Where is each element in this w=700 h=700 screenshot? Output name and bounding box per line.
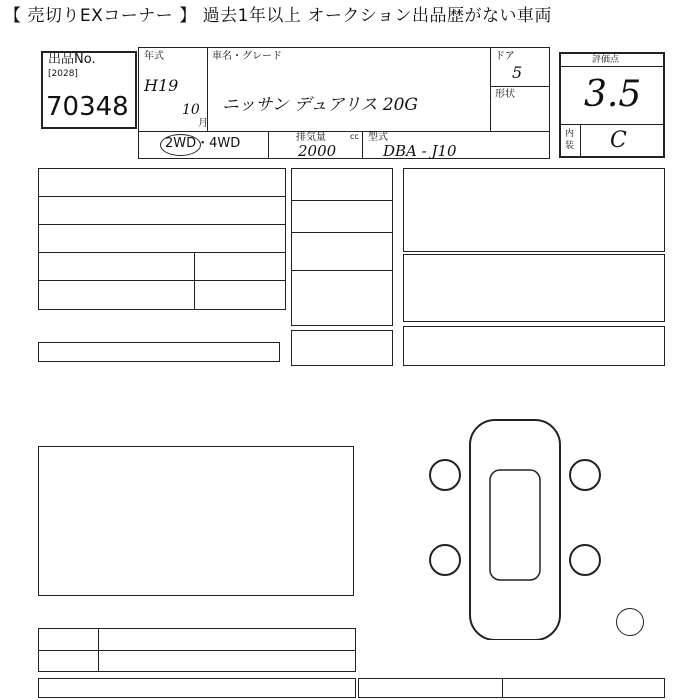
ownership-box <box>291 330 393 366</box>
grid-divider <box>502 678 503 698</box>
grid-divider <box>559 66 665 67</box>
score-label: 評価点 <box>592 55 620 65</box>
spec-grid <box>291 168 393 326</box>
car-label: 車名・グレード <box>212 51 282 62</box>
car-cabin-outline <box>490 470 540 580</box>
lot-number: 70348 <box>46 92 129 122</box>
grid-divider <box>268 131 269 159</box>
rear-left-wheel <box>430 545 460 575</box>
lot-small: [2028] <box>48 69 78 79</box>
displacement-unit: cc <box>350 132 359 141</box>
grid-divider <box>291 232 393 233</box>
year-value: H19 <box>144 76 179 95</box>
front-right-wheel <box>570 460 600 490</box>
inspector-notes-box <box>38 446 354 596</box>
door-label: ドア <box>495 51 515 62</box>
grid-divider <box>138 131 550 132</box>
grid-divider <box>38 280 286 281</box>
interior-value: C <box>610 128 627 153</box>
recycle-box <box>38 342 280 362</box>
later-date-box <box>403 326 665 366</box>
sales-point-box <box>403 168 665 252</box>
grid-divider <box>580 124 581 158</box>
grid-divider <box>559 124 665 125</box>
grid-divider <box>490 47 491 131</box>
door-value: 5 <box>512 63 523 82</box>
displacement-value: 2000 <box>298 142 337 160</box>
month-value: 10 <box>182 102 200 118</box>
grid-divider <box>38 252 286 253</box>
score-value: 3.5 <box>584 74 642 115</box>
grid-divider <box>98 628 99 672</box>
interior-label: 内装 <box>565 129 575 151</box>
month-unit: 月 <box>198 118 208 129</box>
shape-label: 形状 <box>495 89 515 100</box>
history-grid <box>38 168 286 310</box>
equipment-box <box>403 254 665 322</box>
model-value: DBA - J10 <box>383 142 457 160</box>
grid-divider <box>291 270 393 271</box>
year-label: 年式 <box>144 51 164 62</box>
drive-circle <box>160 134 201 156</box>
grid-divider <box>194 252 195 310</box>
certificate-grid <box>38 678 356 698</box>
rear-right-wheel <box>570 545 600 575</box>
car-body-outline <box>470 420 560 640</box>
displacement-label: 排気量 <box>296 132 326 143</box>
header-title: 【 売切りEXコーナー 】 過去1年以上 オークション出品歴がない車両 <box>4 6 552 26</box>
lot-label: 出品No. <box>48 52 96 67</box>
grid-divider <box>38 650 356 651</box>
grid-divider <box>38 224 286 225</box>
spare-tire-circle <box>616 608 644 636</box>
grid-divider <box>490 86 550 87</box>
grid-divider <box>291 200 393 201</box>
drive-value: 2WD・4WD <box>165 136 241 151</box>
model-label: 型式 <box>368 132 388 143</box>
grid-divider <box>362 131 363 159</box>
grid-divider <box>38 196 286 197</box>
damage-diagram <box>410 380 630 640</box>
car-value: ニッサン デュアリス 20G <box>222 95 418 115</box>
tools-grid <box>358 678 665 698</box>
front-left-wheel <box>430 460 460 490</box>
